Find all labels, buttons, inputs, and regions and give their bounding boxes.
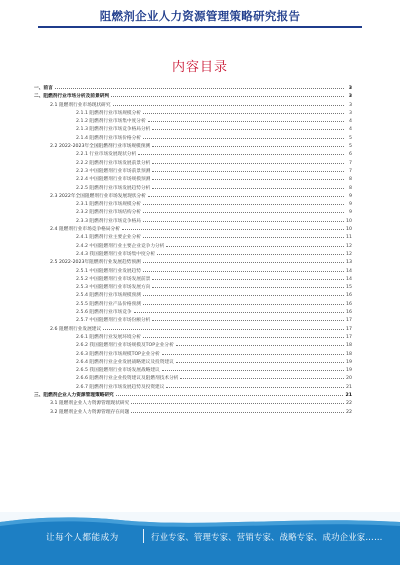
toc-leader-dots [162, 366, 344, 371]
toc-entry[interactable] [34, 350, 352, 358]
toc-entry-page: 10 [346, 218, 352, 224]
toc-entry-page: 5 [349, 144, 352, 150]
toc-leader-dots [180, 374, 344, 379]
toc-entry-page: 22 [346, 401, 352, 407]
toc-entry[interactable] [34, 325, 352, 333]
toc-leader-dots [138, 150, 344, 155]
toc-entry-page: 15 [346, 285, 352, 291]
toc-leader-dots [111, 92, 344, 97]
toc-entry-label: 2.6.1 阻燃剂行业发展环境分析 [76, 334, 141, 340]
toc-entry-label: 2.3.1 阻燃剂行业市场规模分析 [76, 202, 141, 208]
toc-entry-page: 4 [349, 127, 352, 133]
toc-entry[interactable] [34, 92, 352, 100]
toc-leader-dots [148, 117, 344, 122]
toc-entry[interactable] [34, 399, 352, 407]
toc-entry-page: 3 [349, 110, 352, 116]
toc-entry[interactable] [34, 408, 352, 416]
toc-heading: 内容目录 [171, 60, 228, 75]
toc-entry[interactable] [34, 84, 352, 92]
toc-entry-page: 3 [349, 102, 352, 108]
toc-entry-label: 2.4.1 阻燃剂行业主要企业分析 [76, 235, 141, 241]
toc-entry-page: 6 [349, 152, 352, 158]
toc-entry-page: 19 [346, 359, 352, 365]
toc-entry[interactable] [34, 134, 352, 142]
toc-entry-page: 4 [349, 119, 352, 125]
toc-entry-page: 10 [346, 227, 352, 233]
toc-entry-label: 2.5.7 中国阻燃剂行业市场份额分析 [76, 318, 151, 324]
toc-entry[interactable] [34, 291, 352, 299]
footer-slogan: 让每个人都能成为 [46, 533, 119, 543]
toc-leader-dots [166, 242, 344, 247]
header-divider [38, 26, 362, 28]
toc-entry[interactable] [34, 175, 352, 183]
toc-leader-dots [152, 125, 344, 130]
toc-entry-label: 2.4.2 中国阻燃剂行业主要企业竞争力分析 [76, 243, 165, 249]
toc-entry[interactable] [34, 159, 352, 167]
report-title: 阻燃剂企业人力资源管理策略研究报告 [99, 9, 301, 23]
toc-entry[interactable] [34, 150, 352, 158]
toc-entry-label: 2.6.4 阻燃剂行业企业发展战略建议及投资建议 [76, 359, 174, 365]
toc-entry-label: 2.2.2 阻燃剂行业市场发展前景分析 [76, 160, 151, 166]
toc-leader-dots [143, 333, 344, 338]
toc-entry-page: 18 [346, 351, 352, 357]
toc-entry-page: 14 [346, 268, 352, 274]
toc-entry-page: 3 [348, 86, 352, 91]
toc-leader-dots [143, 258, 344, 263]
toc-leader-dots [152, 184, 344, 189]
toc-entry-label: 三、阻燃剂企业人力资源管理策略研究 [34, 392, 114, 398]
footer-banner [0, 512, 400, 565]
toc-entry-label: 2.2 2022-2023年全国阻燃剂行业市场规模预测 [50, 144, 151, 150]
toc-entry[interactable] [34, 167, 352, 175]
toc-leader-dots [176, 341, 344, 346]
toc-entry-page: 9 [349, 210, 352, 216]
toc-leader-dots [143, 291, 344, 296]
toc-entry-page: 5 [349, 135, 352, 141]
toc-leader-dots [152, 283, 344, 288]
toc-leader-dots [157, 250, 344, 255]
toc-entry-page: 21 [346, 384, 352, 390]
toc-entry-label: 2.1.3 阻燃剂行业市场竞争格局分析 [76, 127, 151, 133]
toc-entry[interactable] [34, 341, 352, 349]
toc-entry[interactable] [34, 300, 352, 308]
toc-entry-label: 2.2.1 行业市场发展现状分析 [76, 152, 137, 158]
toc-entry-label: 3.1 阻燃剂企业人力资源管理现状研究 [50, 401, 130, 407]
toc-entry-page: 19 [346, 368, 352, 374]
toc-leader-dots [116, 391, 344, 396]
toc-entry-label: 2.6.7 阻燃剂行业市场发展趋势及投资建议 [76, 384, 165, 390]
toc-entry-page: 9 [349, 193, 352, 199]
toc-entry-label: 2.6.6 阻燃剂行业企业投资建议及阻燃剂技术分析 [76, 376, 179, 382]
toc-leader-dots [176, 358, 344, 363]
toc-entry[interactable] [34, 217, 352, 225]
toc-entry-label: 2.1.1 阻燃剂行业市场规模分析 [76, 110, 141, 116]
toc-entry[interactable] [34, 192, 352, 200]
toc-entry-label: 2.2.3 中国阻燃剂行业市场前景预测 [76, 168, 151, 174]
toc-entry-page: 17 [346, 334, 352, 340]
toc-entry[interactable] [34, 109, 352, 117]
toc-leader-dots [55, 84, 344, 89]
toc-entry[interactable] [34, 117, 352, 125]
toc-entry-page: 11 [346, 235, 352, 241]
toc-leader-dots [143, 300, 344, 305]
toc-leader-dots [122, 225, 344, 230]
toc-leader-dots [131, 408, 344, 413]
toc-entry[interactable] [34, 125, 352, 133]
toc-entry[interactable] [34, 275, 352, 283]
toc-entry-label: 2.5.3 中国阻燃剂行业市场发展方向 [76, 285, 151, 291]
toc-entry-page: 16 [346, 301, 352, 307]
toc-entry-page: 16 [346, 310, 352, 316]
toc-entry-label: 2.6.2 我国阻燃剂行业市场规模及TOP企业分析 [76, 343, 174, 349]
toc-entry-label: 一、前言 [34, 86, 53, 91]
toc-leader-dots [148, 192, 344, 197]
toc-leader-dots [143, 134, 344, 139]
toc-leader-dots [152, 275, 344, 280]
toc-leader-dots [152, 142, 344, 147]
toc-entry-label: 2.5.5 阻燃剂行业产品价格预测 [76, 301, 141, 307]
toc-leader-dots [166, 383, 344, 388]
toc-entry-page: 3 [348, 94, 352, 100]
toc-leader-dots [152, 175, 344, 180]
toc-entry-label: 2.5.2 中国阻燃剂行业市场发展前景 [76, 276, 151, 282]
toc-leader-dots [152, 316, 344, 321]
toc-entry-label: 2.2.5 阻燃剂行业市场发展趋势分析 [76, 185, 151, 191]
toc-leader-dots [103, 325, 344, 330]
toc-entry-label: 2.3.2 阻燃剂行业市场结构分析 [76, 210, 141, 216]
toc-entry[interactable] [34, 200, 352, 208]
toc-entry-label: 2.3 2022年全国阻燃剂行业市场发展现状分析 [50, 193, 146, 199]
toc-entry[interactable] [34, 250, 352, 258]
toc-entry[interactable] [34, 242, 352, 250]
toc-entry-page: 8 [349, 185, 352, 191]
toc-entry[interactable] [34, 308, 352, 316]
toc-entry-label: 2.2.4 中国阻燃剂行业市场规模预测 [76, 177, 151, 183]
toc-entry[interactable] [34, 358, 352, 366]
toc-entry[interactable] [34, 142, 352, 150]
toc-entry-page: 8 [349, 177, 352, 183]
toc-entry-page: 14 [346, 276, 352, 282]
toc-entry-label: 2.6 阻燃剂行业发展建议 [50, 326, 102, 332]
footer-divider [143, 529, 144, 543]
toc-leader-dots [152, 159, 344, 164]
toc-entry[interactable] [34, 267, 352, 275]
toc-leader-dots [113, 101, 344, 106]
toc-leader-dots [131, 399, 344, 404]
toc-entry[interactable] [34, 184, 352, 192]
toc-leader-dots [162, 350, 344, 355]
toc-entry-label: 2.1.4 阻燃剂行业市场价格分析 [76, 135, 141, 141]
toc-entry[interactable] [34, 391, 352, 399]
toc-entry[interactable] [34, 208, 352, 216]
toc-leader-dots [143, 200, 344, 205]
toc-entry[interactable] [34, 316, 352, 324]
toc-entry-label: 2.6.3 阻燃剂行业市场规模TOP企业分析 [76, 351, 160, 357]
toc-entry-label: 3.2 阻燃剂企业人力资源管理存在问题 [50, 409, 130, 415]
toc-entry-page: 7 [349, 168, 352, 174]
toc-entry[interactable] [34, 333, 352, 341]
toc-entry-page: 17 [346, 326, 352, 332]
toc-entry-label: 2.1 阻燃剂行业市场现状研究 [50, 102, 111, 108]
toc-leader-dots [152, 167, 344, 172]
toc-entry-label: 2.5.1 中国阻燃剂行业发展趋势 [76, 268, 141, 274]
toc-entry-page: 12 [346, 243, 352, 249]
toc-entry-page: 17 [346, 318, 352, 324]
toc-entry-page: 21 [345, 392, 352, 398]
footer-tagline: 行业专家、管理专家、营销专家、战略专家、成功企业家…… [151, 532, 383, 542]
toc-entry-label: 2.4.3 我国阻燃剂行业市场集中度分析 [76, 251, 156, 257]
toc-entry-page: 9 [349, 202, 352, 208]
toc-entry-page: 12 [346, 251, 352, 257]
toc-entry-label: 2.1.2 阻燃剂行业市场集中度分析 [76, 119, 146, 125]
toc-entry-page: 13 [346, 260, 352, 266]
toc-entry[interactable] [34, 383, 352, 391]
toc-entry-page: 16 [346, 293, 352, 299]
toc-entry-label: 2.3.3 阻燃剂行业市场竞争格局 [76, 218, 141, 224]
toc-entry[interactable] [34, 366, 352, 374]
toc-entry[interactable] [34, 283, 352, 291]
toc-entry-label: 2.5.6 阻燃剂行业市场竞争 [76, 310, 132, 316]
toc-entry-label: 2.5.4 阻燃剂行业市场规模预测 [76, 293, 141, 299]
toc-entry-page: 22 [346, 409, 352, 415]
toc-entry-page: 20 [346, 376, 352, 382]
toc-entry-label: 2.6.5 我国阻燃剂行业市场发展战略建议 [76, 368, 160, 374]
toc-leader-dots [143, 217, 344, 222]
toc-leader-dots [143, 208, 344, 213]
toc-leader-dots [143, 109, 344, 114]
toc-entry[interactable] [34, 258, 352, 266]
toc-entry-label: 二、阻燃剂行业市场分析及前景研判 [34, 94, 110, 100]
toc-leader-dots [134, 308, 344, 313]
toc-entry[interactable] [34, 225, 352, 233]
toc-entry-page: 18 [346, 343, 352, 349]
toc-leader-dots [143, 233, 344, 238]
toc-entry-page: 7 [349, 160, 352, 166]
toc-entry[interactable] [34, 101, 352, 109]
toc-entry-label: 2.4 阻燃剂行业市场竞争格局分析 [50, 227, 120, 233]
toc-entry[interactable] [34, 374, 352, 382]
toc-entry-label: 2.5 2022-2023年阻燃剂行业发展趋势预测 [50, 260, 141, 266]
table-of-contents [34, 84, 352, 416]
toc-leader-dots [143, 267, 344, 272]
toc-entry[interactable] [34, 233, 352, 241]
